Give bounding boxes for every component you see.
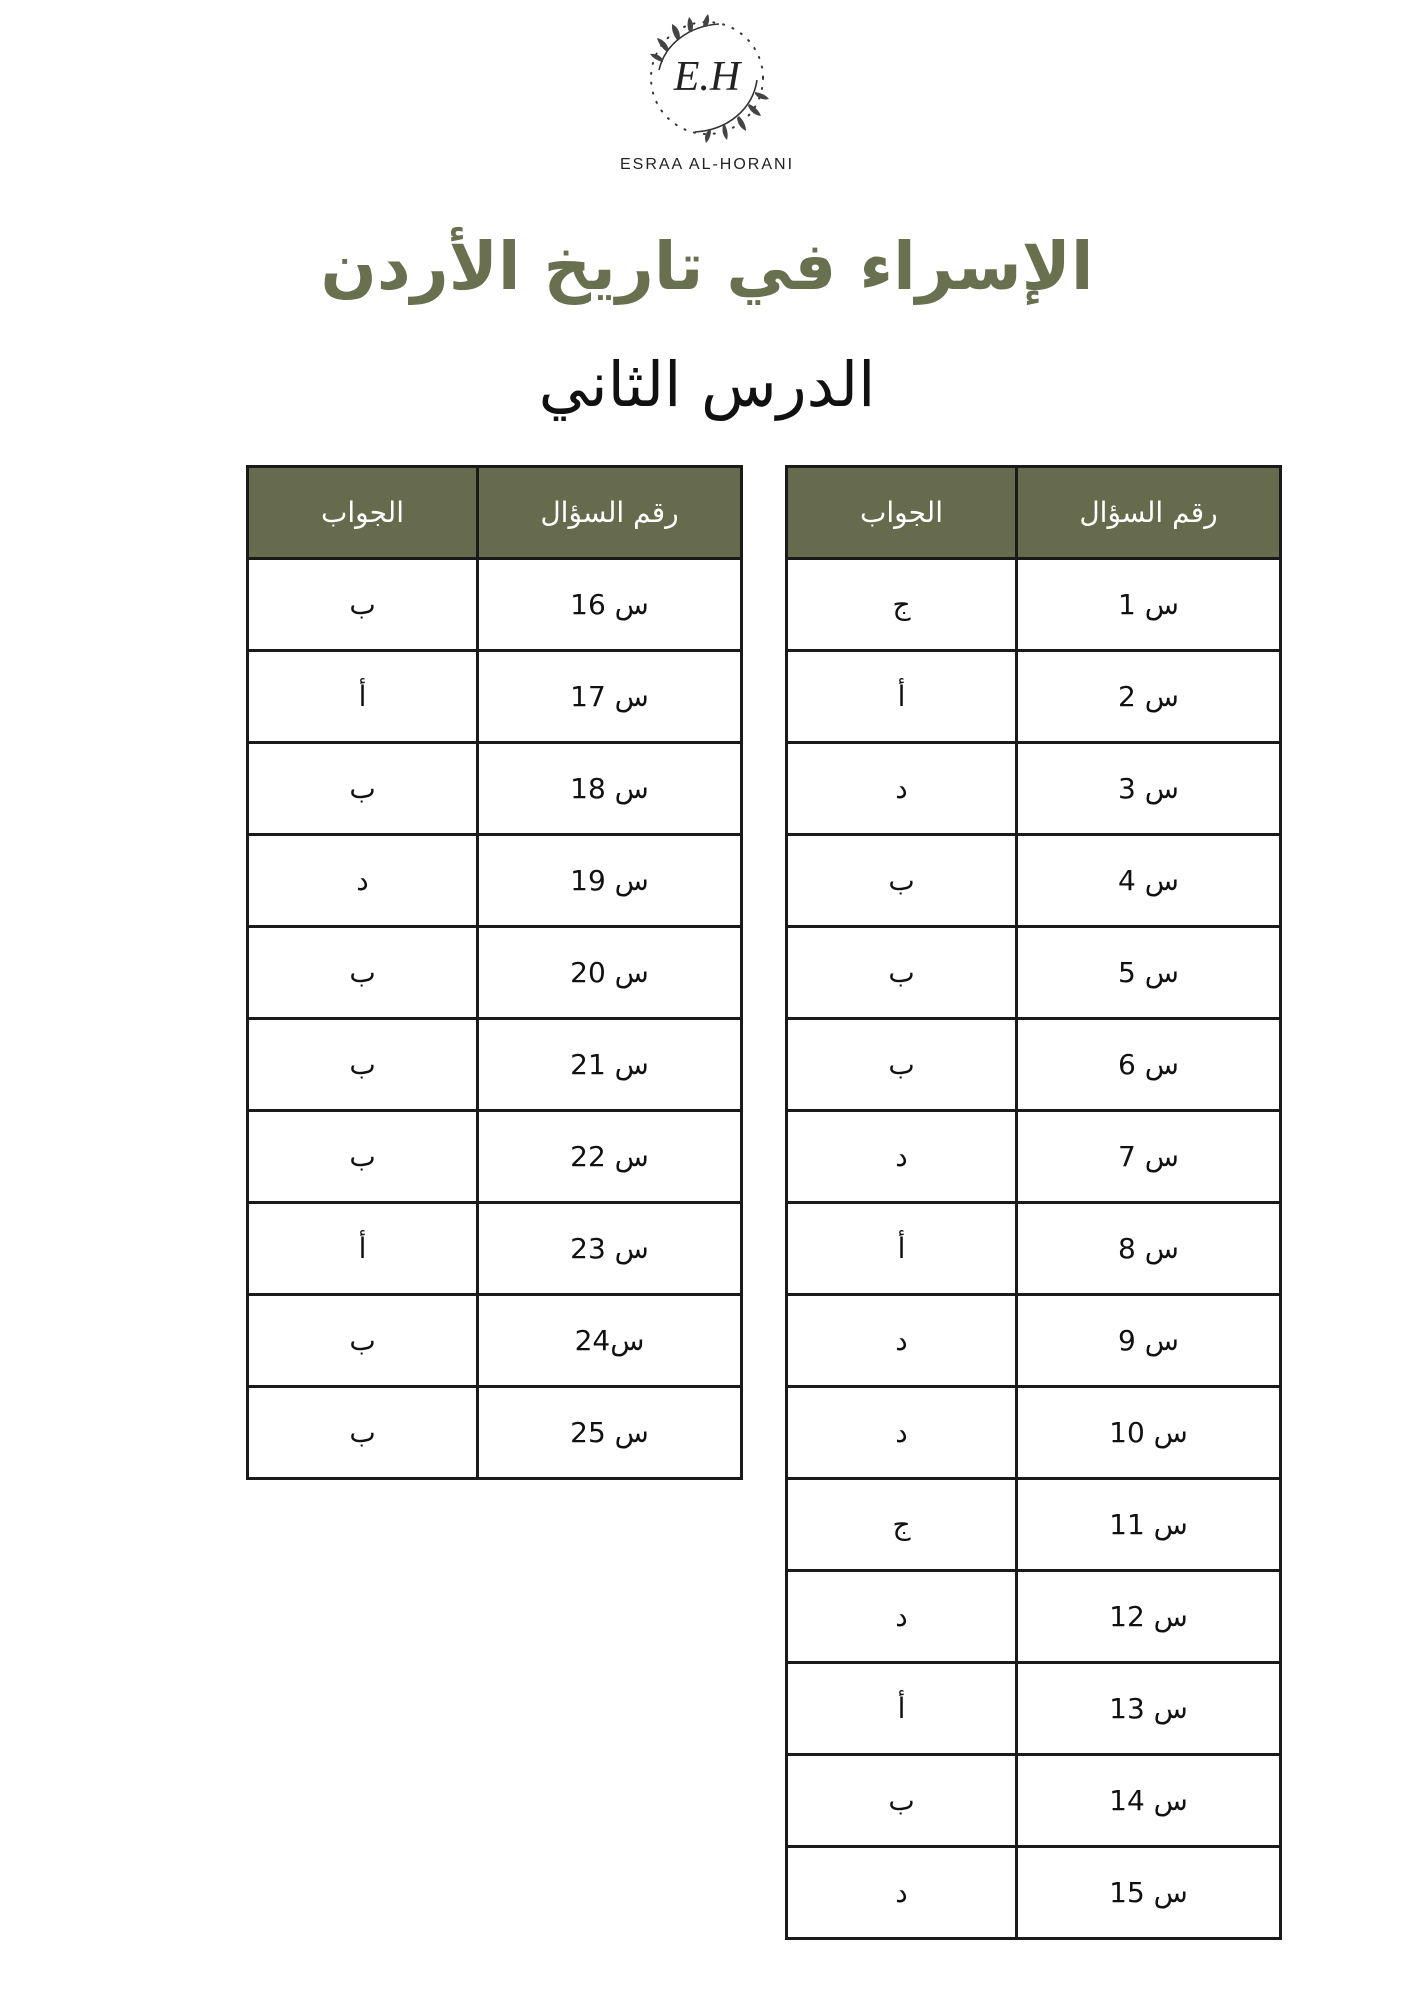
- question-number-column-header: رقم السؤال: [1017, 467, 1281, 559]
- question-number-cell: س 13: [1017, 1663, 1281, 1755]
- answer-cell: ج: [787, 1479, 1017, 1571]
- answer-column-header: الجواب: [248, 467, 478, 559]
- question-number-cell: س 14: [1017, 1755, 1281, 1847]
- answer-cell: أ: [787, 651, 1017, 743]
- answer-cell: أ: [248, 1203, 478, 1295]
- table-row: [248, 927, 742, 1019]
- table-row: [787, 1571, 1281, 1663]
- table-header-row: [248, 467, 742, 559]
- question-number-cell: س 4: [1017, 835, 1281, 927]
- question-number-cell: س 23: [478, 1203, 742, 1295]
- page-title: الإسراء في تاريخ الأردن: [320, 228, 1094, 305]
- answer-cell: ب: [248, 1295, 478, 1387]
- table-row: [787, 1111, 1281, 1203]
- table-row: [787, 1663, 1281, 1755]
- table-row: [248, 1295, 742, 1387]
- answer-cell: د: [787, 1111, 1017, 1203]
- answer-cell: د: [787, 1387, 1017, 1479]
- table-header-row: [787, 467, 1281, 559]
- question-number-cell: س 15: [1017, 1847, 1281, 1939]
- answer-cell: د: [248, 835, 478, 927]
- table-row: [248, 1387, 742, 1479]
- answer-cell: أ: [787, 1203, 1017, 1295]
- answer-cell: ب: [248, 1019, 478, 1111]
- question-number-cell: س 1: [1017, 559, 1281, 651]
- answer-cell: ب: [248, 1111, 478, 1203]
- answer-cell: ب: [787, 927, 1017, 1019]
- answer-cell: ب: [248, 743, 478, 835]
- question-number-cell: س 22: [478, 1111, 742, 1203]
- answer-table-left: [246, 465, 743, 1480]
- question-number-cell: س 8: [1017, 1203, 1281, 1295]
- table-row: [248, 559, 742, 651]
- question-number-cell: س 6: [1017, 1019, 1281, 1111]
- table-row: [787, 559, 1281, 651]
- table-row: [248, 651, 742, 743]
- monogram-text: E.H: [673, 54, 741, 100]
- answer-cell: د: [787, 1571, 1017, 1663]
- answer-cell: ب: [248, 559, 478, 651]
- table-row: [787, 651, 1281, 743]
- answer-column-header: الجواب: [787, 467, 1017, 559]
- leaf-wreath-icon: [637, 8, 777, 148]
- answer-cell: أ: [787, 1663, 1017, 1755]
- answer-cell: ب: [787, 835, 1017, 927]
- question-number-cell: س 21: [478, 1019, 742, 1111]
- table-row: [787, 1847, 1281, 1939]
- table-row: [787, 835, 1281, 927]
- question-number-cell: س 2: [1017, 651, 1281, 743]
- answer-cell: ب: [787, 1019, 1017, 1111]
- answer-cell: ب: [787, 1755, 1017, 1847]
- question-number-cell: س 10: [1017, 1387, 1281, 1479]
- answer-cell: ب: [248, 927, 478, 1019]
- brand-name: ESRAA AL-HORANI: [619, 156, 795, 173]
- table-row: [248, 743, 742, 835]
- question-number-cell: س 17: [478, 651, 742, 743]
- question-number-cell: س24: [478, 1295, 742, 1387]
- question-number-cell: س 12: [1017, 1571, 1281, 1663]
- question-number-cell: س 5: [1017, 927, 1281, 1019]
- table-row: [787, 1387, 1281, 1479]
- answer-cell: د: [787, 1295, 1017, 1387]
- question-number-cell: س 3: [1017, 743, 1281, 835]
- table-row: [787, 743, 1281, 835]
- question-number-cell: س 25: [478, 1387, 742, 1479]
- question-number-cell: س 9: [1017, 1295, 1281, 1387]
- table-row: [248, 1019, 742, 1111]
- question-number-cell: س 11: [1017, 1479, 1281, 1571]
- table-row: [787, 1019, 1281, 1111]
- answer-cell: ب: [248, 1387, 478, 1479]
- table-row: [787, 1203, 1281, 1295]
- table-row: [248, 1111, 742, 1203]
- question-number-cell: س 18: [478, 743, 742, 835]
- question-number-cell: س 7: [1017, 1111, 1281, 1203]
- brand-logo: [627, 8, 787, 168]
- question-number-cell: س 16: [478, 559, 742, 651]
- answer-cell: أ: [248, 651, 478, 743]
- question-number-cell: س 19: [478, 835, 742, 927]
- table-row: [248, 835, 742, 927]
- table-row: [787, 1479, 1281, 1571]
- table-row: [248, 1203, 742, 1295]
- table-row: [787, 927, 1281, 1019]
- answer-cell: د: [787, 743, 1017, 835]
- table-row: [787, 1295, 1281, 1387]
- answer-table-right: [785, 465, 1282, 1940]
- answer-cell: ج: [787, 559, 1017, 651]
- answer-cell: د: [787, 1847, 1017, 1939]
- lesson-subtitle: الدرس الثاني: [538, 348, 876, 421]
- question-number-column-header: رقم السؤال: [478, 467, 742, 559]
- question-number-cell: س 20: [478, 927, 742, 1019]
- table-row: [787, 1755, 1281, 1847]
